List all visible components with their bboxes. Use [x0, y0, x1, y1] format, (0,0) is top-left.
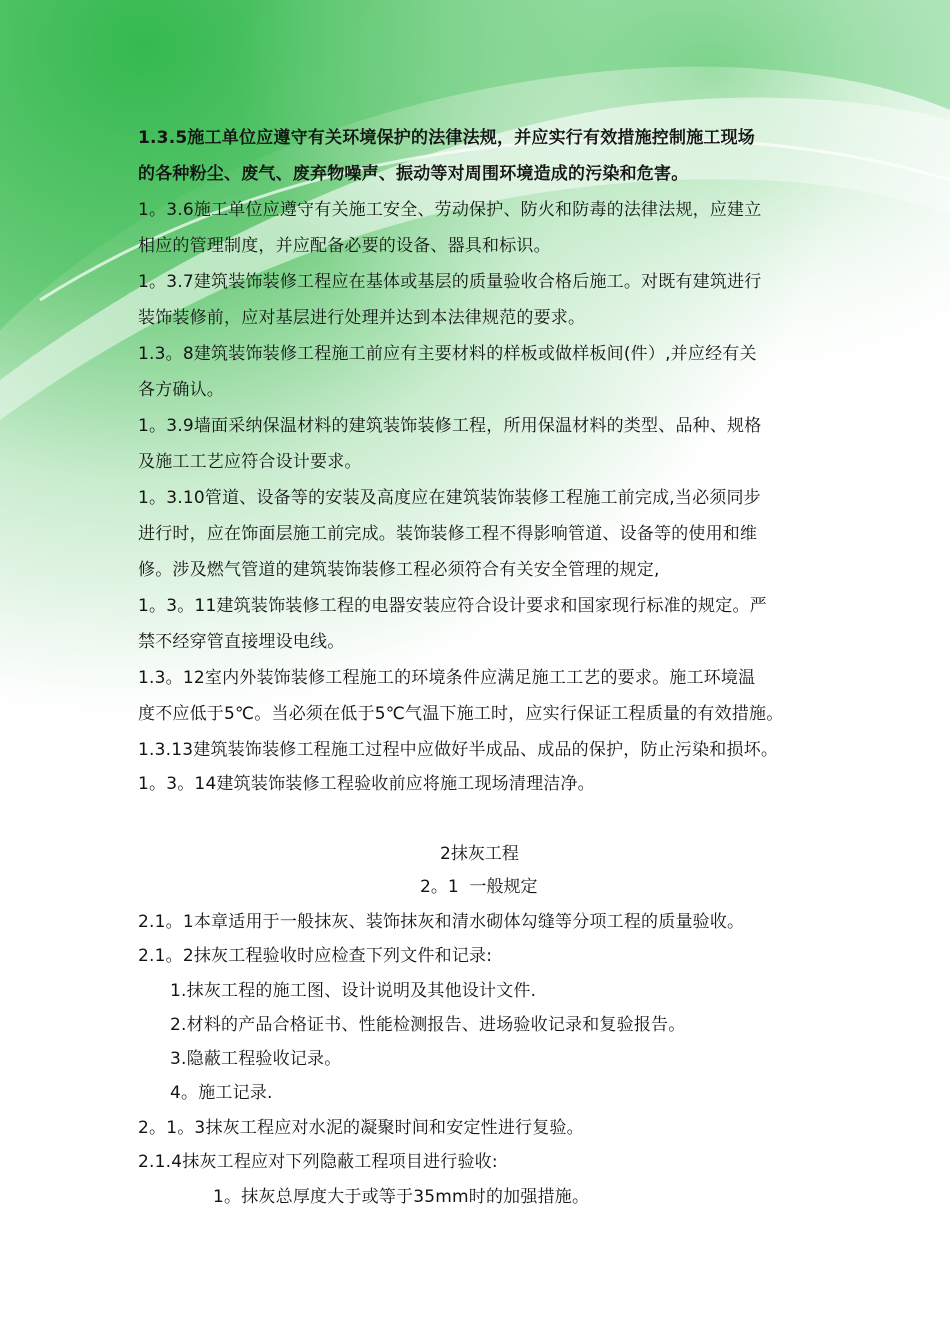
paragraph-1-3-8-line-2: 各方确认。 — [138, 380, 224, 400]
paragraph-1-3-14: 1。3。14建筑装饰装修工程验收前应将施工现场清理洁净。 — [138, 774, 595, 794]
paragraph-1-3-12-line-2: 度不应低于5℃。当必须在低于5℃气温下施工时，应实行保证工程质量的有效措施。 — [138, 704, 784, 724]
paragraph-1-3-5-line-2: 的各种粉尘、废气、废弃物噪声、振动等对周围环境造成的污染和危害。 — [138, 164, 689, 184]
paragraph-1-3-13: 1.3.13建筑装饰装修工程施工过程中应做好半成品、成品的保护，防止污染和损坏。 — [138, 740, 779, 760]
paragraph-1-3-10-line-1: 1。3.10管道、设备等的安装及高度应在建筑装饰装修工程施工前完成,当必须同步 — [138, 488, 761, 508]
paragraph-2-1-2: 2.1。2抹灰工程验收时应检查下列文件和记录: — [138, 946, 493, 966]
paragraph-1-3-6-line-2: 相应的管理制度，并应配备必要的设备、器具和标识。 — [138, 236, 551, 256]
paragraph-1-3-12-line-1: 1.3。12室内外装饰装修工程施工的环境条件应满足施工工艺的要求。施工环境温 — [138, 668, 756, 688]
paragraph-2-1-3: 2。1。3抹灰工程应对水泥的凝聚时间和安定性进行复验。 — [138, 1118, 584, 1138]
list-item: 2.材料的产品合格证书、性能检测报告、进场验收记录和复验报告。 — [170, 1015, 686, 1035]
list-item: 3.隐蔽工程验收记录。 — [170, 1049, 342, 1069]
list-item: 4。施工记录. — [170, 1083, 273, 1103]
list-item: 1.抹灰工程的施工图、设计说明及其他设计文件. — [170, 981, 537, 1001]
paragraph-2-1-1: 2.1。1本章适用于一般抹灰、装饰抹灰和清水砌体勾缝等分项工程的质量验收。 — [138, 912, 745, 932]
paragraph-1-3-11-line-2: 禁不经穿管直接埋设电线。 — [138, 632, 345, 652]
paragraph-1-3-9-line-1: 1。3.9墙面采纳保温材料的建筑装饰装修工程，所用保温材料的类型、品种、规格 — [138, 416, 762, 436]
paragraph-1-3-11-line-1: 1。3。11建筑装饰装修工程的电器安装应符合设计要求和国家现行标准的规定。严 — [138, 596, 767, 616]
chapter-title: 2抹灰工程 — [440, 844, 519, 864]
paragraph-1-3-10-line-3: 修。涉及燃气管道的建筑装饰装修工程必须符合有关安全管理的规定, — [138, 560, 660, 580]
paragraph-2-1-4: 2.1.4抹灰工程应对下列隐蔽工程项目进行验收: — [138, 1152, 498, 1172]
paragraph-1-3-10-line-2: 进行时，应在饰面层施工前完成。装饰装修工程不得影响管道、设备等的使用和维 — [138, 524, 758, 544]
list-item: 1。抹灰总厚度大于或等于35mm时的加强措施。 — [213, 1187, 590, 1207]
paragraph-1-3-9-line-2: 及施工工艺应符合设计要求。 — [138, 452, 362, 472]
paragraph-1-3-5-line-1: 1.3.5施工单位应遵守有关环境保护的法律法规，并应实行有效措施控制施工现场 — [138, 128, 756, 148]
paragraph-1-3-8-line-1: 1.3。8建筑装饰装修工程施工前应有主要材料的样板或做样板间(件）,并应经有关 — [138, 344, 757, 364]
paragraph-1-3-6-line-1: 1。3.6施工单位应遵守有关施工安全、劳动保护、防火和防毒的法律法规，应建立 — [138, 200, 762, 220]
paragraph-1-3-7-line-1: 1。3.7建筑装饰装修工程应在基体或基层的质量验收合格后施工。对既有建筑进行 — [138, 272, 762, 292]
paragraph-1-3-7-line-2: 装饰装修前，应对基层进行处理并达到本法律规范的要求。 — [138, 308, 586, 328]
section-title: 2。1 一般规定 — [420, 877, 538, 897]
